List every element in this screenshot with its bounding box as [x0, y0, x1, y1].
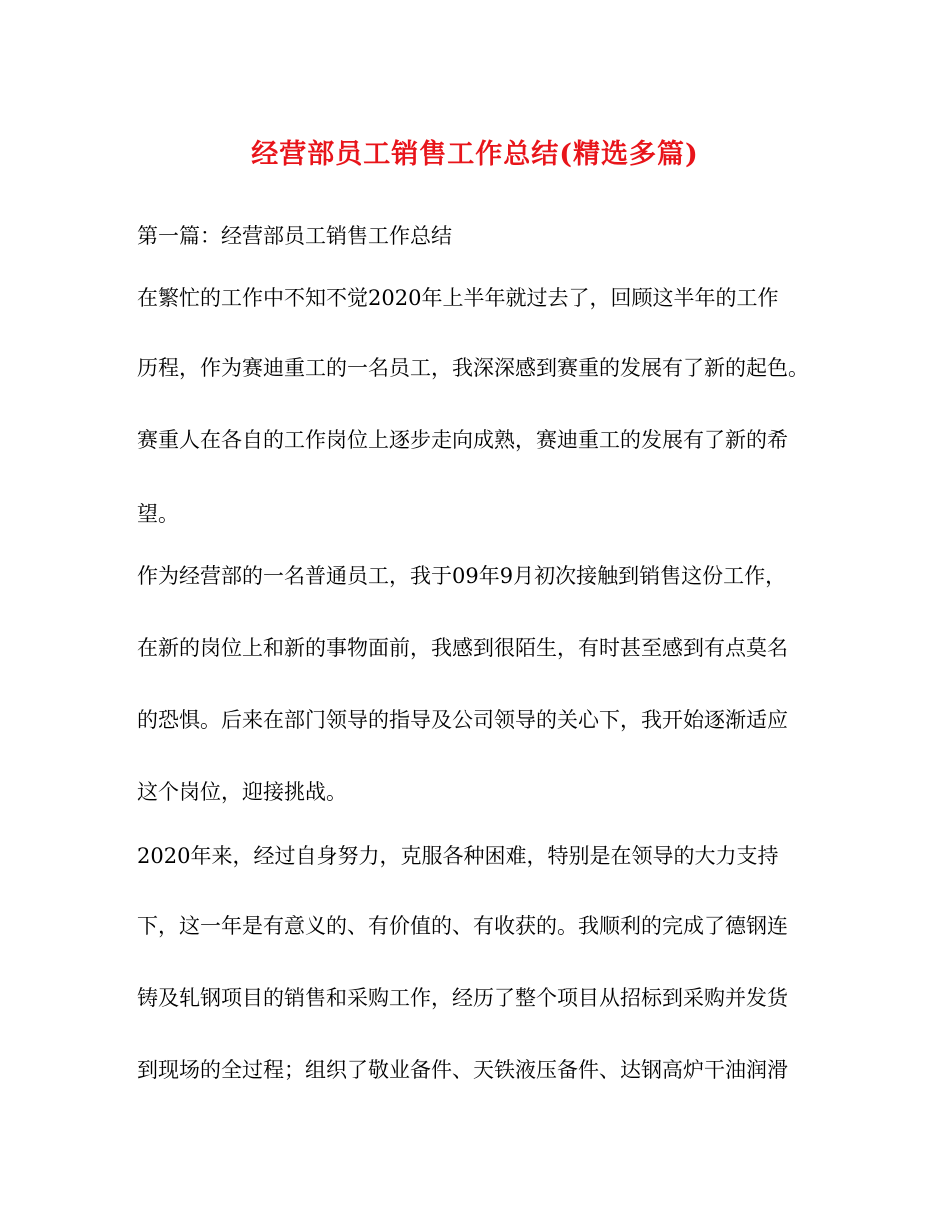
paragraph-line: 在繁忙的工作中不知不觉2020年上半年就过去了，回顾这半年的工作	[137, 286, 779, 310]
paragraph-line: 铸及轧钢项目的销售和采购工作，经历了整个项目从招标到采购并发货	[137, 986, 788, 1010]
paragraph-line: 的恐惧。后来在部门领导的指导及公司领导的关心下，我开始逐渐适应	[137, 708, 788, 732]
paragraph-line: 作为经营部的一名普通员工，我于09年9月初次接触到销售这份工作，	[137, 564, 787, 588]
section-heading: 第一篇：经营部员工销售工作总结	[137, 224, 452, 248]
paragraph-line: 2020年来，经过自身努力，克服各种困难，特别是在领导的大力支持	[137, 844, 779, 868]
paragraph-line: 下，这一年是有意义的、有价值的、有收获的。我顺利的完成了德钢连	[137, 914, 788, 938]
document-title: 经营部员工销售工作总结(精选多篇)	[251, 139, 699, 170]
paragraph-line: 在新的岗位上和新的事物面前，我感到很陌生，有时甚至感到有点莫名	[137, 636, 788, 660]
paragraph-line: 这个岗位，迎接挑战。	[137, 780, 347, 804]
paragraph-line: 历程，作为赛迪重工的一名员工，我深深感到赛重的发展有了新的起色。	[137, 356, 809, 380]
paragraph-line: 到现场的全过程；组织了敬业备件、天铁液压备件、达钢高炉干油润滑	[137, 1058, 788, 1082]
paragraph-line: 赛重人在各自的工作岗位上逐步走向成熟，赛迪重工的发展有了新的希	[137, 428, 788, 452]
paragraph-line: 望。	[137, 502, 179, 526]
